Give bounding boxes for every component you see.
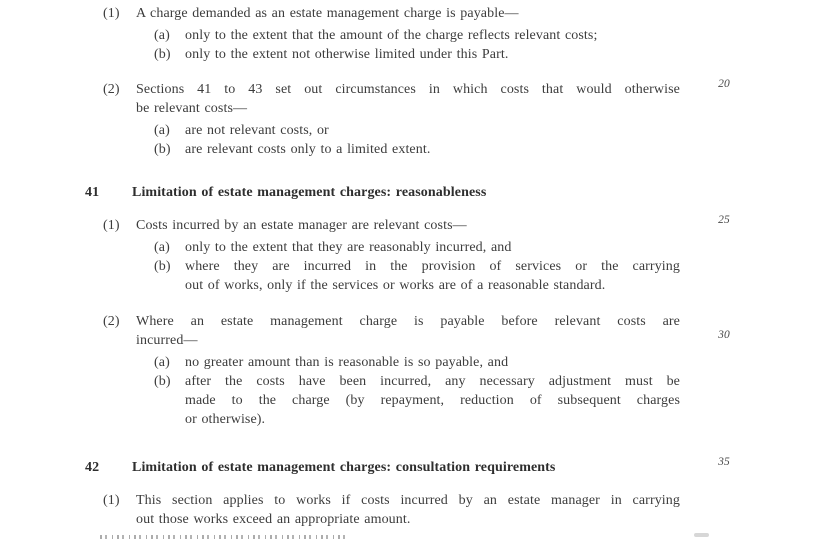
subsection-number: (2) [103,314,120,329]
paragraph-body [185,121,680,140]
paragraph-body [185,372,680,429]
subsection-1 [97,4,830,64]
paragraph-number: (a) [154,355,170,370]
paragraph-text-line: only to the extent that the amount of the charge reflects relevant costs; [185,28,598,43]
subsection-text-line: incurred— [136,333,198,348]
paragraph-text-line: are not relevant costs, or [185,123,329,138]
paragraph-number: (a) [154,123,170,138]
paragraph-body [185,238,680,257]
section-number: 42 [85,460,100,475]
subsection-number: (1) [103,6,120,21]
paragraph-text-line: only to the extent that they are reasonably incurred, and [185,240,512,255]
paragraph-a [154,121,680,140]
subsection-text-line: Where an estate management charge is payable before relevant costs are [136,314,680,329]
paragraph-b [154,45,680,64]
paragraph-b [154,372,680,429]
paragraph-b [154,140,680,159]
paragraph-number: (a) [154,240,170,255]
paragraph-b [154,257,680,295]
subsection-body [136,491,680,529]
paragraph-body [185,26,680,45]
paragraph-a [154,238,680,257]
paragraph-body [185,45,680,64]
paragraph-number: (b) [154,374,171,389]
paragraph-body [185,353,680,372]
subsection-text-line: A charge demanded as an estate management charge is payable— [136,6,519,21]
paragraph-number: (a) [154,28,170,43]
subsection-number: (1) [103,493,120,508]
paragraph-text-line: after the costs have been incurred, any necessary adjustment must be [185,374,680,389]
subsection-42-1 [97,491,830,529]
clipped-bottom-text-line [100,535,350,539]
subsection-text-line: Sections 41 to 43 set out circumstances in which costs that would otherwise [136,82,680,97]
subsection-text-line: be relevant costs— [136,101,248,116]
paragraph-text-line: or otherwise). [185,412,266,427]
subsection-number: (2) [103,82,120,97]
paragraph-text-line: out of works, only if the services or works are of a reasonable standard. [185,278,606,293]
subsection-text-line: Costs incurred by an estate manager are relevant costs— [136,218,467,233]
margin-line-number-30: 30 [718,329,730,341]
section-title: Limitation of estate management charges: consultation requirements [132,460,556,475]
subsection-body [136,80,680,159]
paragraph-text-line: made to the charge (by repayment, reduction of subsequent charges [185,393,680,408]
clipped-bottom-margin-mark [694,533,709,537]
subsection-text-line: This section applies to works if costs incurred by an estate manager in carrying [136,493,680,508]
subsection-number: (1) [103,218,120,233]
margin-line-number-20: 20 [718,78,730,90]
paragraph-text-line: where they are incurred in the provision of services or the carrying [185,259,680,274]
margin-line-number-25: 25 [718,214,730,226]
paragraph-text-line: no greater amount than is reasonable is so payable, and [185,355,509,370]
paragraph-number: (b) [154,47,171,62]
section-heading-41 [85,183,830,202]
margin-line-number-35: 35 [718,456,730,468]
section-number: 41 [85,185,100,200]
paragraph-body [185,257,680,295]
subsection-body [136,312,680,429]
paragraph-text-line: only to the extent not otherwise limited under this Part. [185,47,509,62]
paragraph-number: (b) [154,259,171,274]
paragraph-list [136,26,680,64]
paragraph-list [136,121,680,159]
paragraph-a [154,353,680,372]
subsection-body [136,4,680,64]
paragraph-list [136,238,680,295]
paragraph-number: (b) [154,142,171,157]
paragraph-a [154,26,680,45]
document-body [0,4,830,529]
paragraph-list [136,353,680,429]
section-title: Limitation of estate management charges: reasonableness [132,185,487,200]
paragraph-body [185,140,680,159]
paragraph-text-line: are relevant costs only to a limited extent. [185,142,431,157]
subsection-text-line: out those works exceed an appropriate amount. [136,512,411,527]
subsection-body [136,216,680,295]
